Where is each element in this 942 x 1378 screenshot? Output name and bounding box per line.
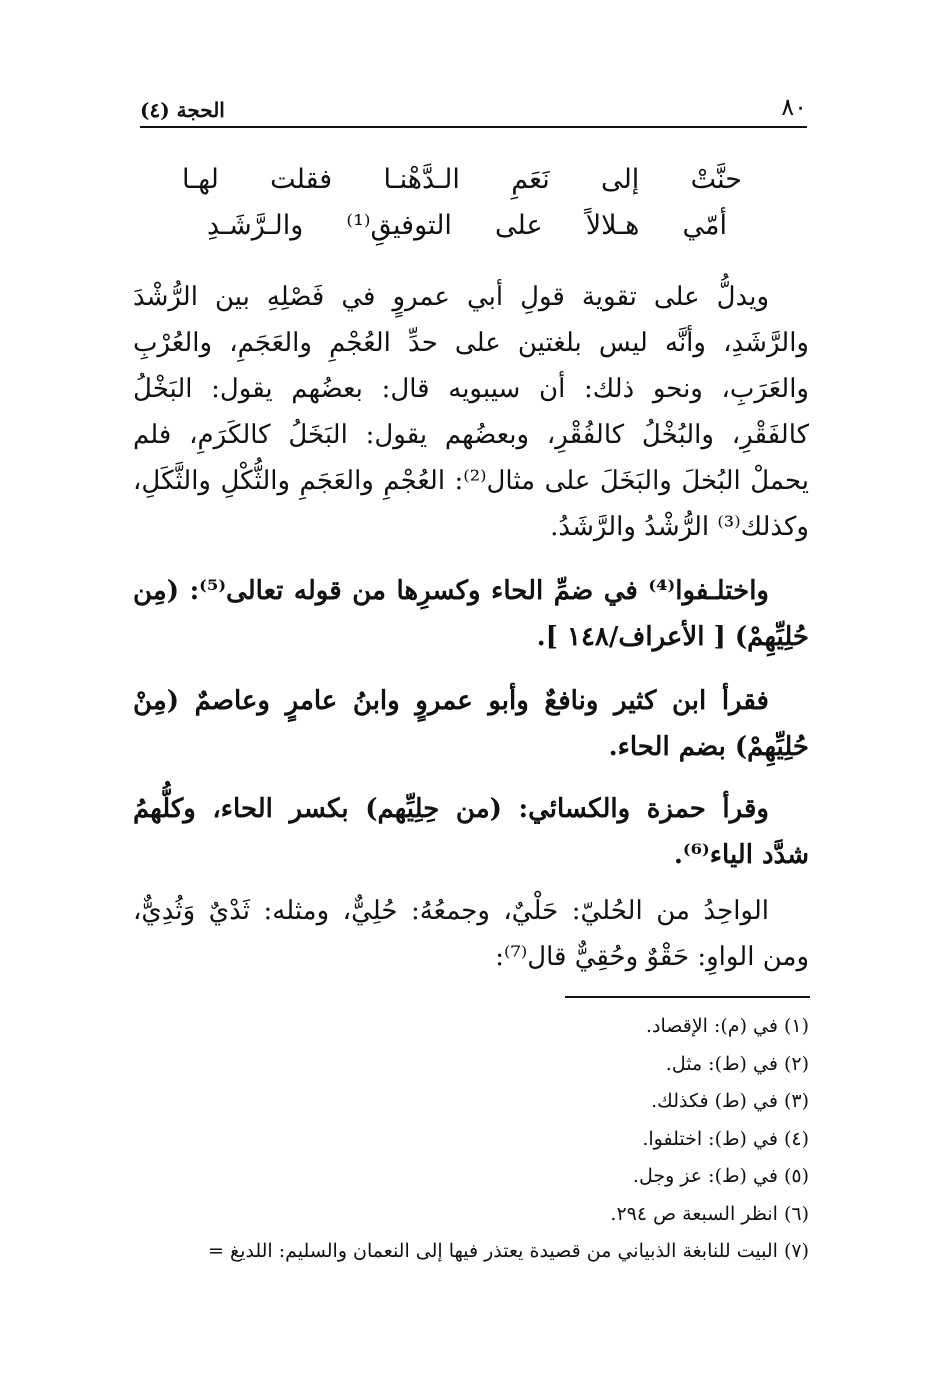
footnote-number: (٧) xyxy=(783,1240,809,1262)
footnote-divider xyxy=(565,996,810,998)
footnote-number: (٦) xyxy=(783,1202,809,1225)
paragraph-2: واختلـفوا⁽⁴⁾ في ضمِّ الحاء وكسرِها من قوله تعالى⁽⁵⁾: (مِن حُلِيِّهِمْ) [ الأعراف/١٤٨ ]. xyxy=(133,576,809,652)
footnote-text: في (ط): مثل. xyxy=(665,1052,778,1075)
page-number: ٨٠ xyxy=(781,93,807,121)
footnote-number: (٤) xyxy=(783,1127,809,1150)
page-header xyxy=(140,92,807,128)
footnote-text: في (م): الإقصاد. xyxy=(645,1015,778,1037)
footnote-4 xyxy=(100,1121,809,1159)
footnote-number: (٥) xyxy=(783,1165,809,1187)
footnote-text: في (ط) فكذلك. xyxy=(651,1090,778,1112)
paragraph-5: الواحِدُ من الحُليّ: حَلْيٌ، وجمعُهُ: حُلِيٌّ، ومثله: ثَدْيٌ وَثُدِيٌّ، ومن الواوِ: حَقْوٌ وحُقِيٌّ قال⁽⁷⁾: xyxy=(133,896,809,972)
footnote-2 xyxy=(100,1046,809,1084)
footnote-number: (٢) xyxy=(783,1052,809,1075)
footnote-5 xyxy=(100,1158,809,1196)
footnote-text: في (ط): عز وجل. xyxy=(632,1165,778,1187)
footnotes xyxy=(100,1008,809,1271)
running-title: الحجة (٤) xyxy=(140,98,225,122)
footnote-6 xyxy=(100,1196,809,1234)
paragraph-3: فقرأ ابن كثير ونافعٌ وأبو عمروٍ وابنُ عامرٍ وعاصمٌ (مِنْ حُلِيِّهِمْ) بضم الحاء. xyxy=(133,686,809,762)
paragraph-1: ويدلُّ على تقوية قولِ أبي عمروٍ في فَصْلِهِ بين الرُّشْدَ والرَّشَدِ، وأنَّه ليس بلغتين على حدِّ العُجْمِ والعَجَمِ، والعُرْبِ والعَرَبِ، ونحو ذلك: أن سيبويه قال: بعضُهم يقول: البَخْلُ كالفَقْرِ، والبُخْلُ كالفُقْرِ، وبعضُهم يقول: البَخَلُ كالكَرَمِ، فلم يحملْ البُخلَ والبَخَلَ على مثال⁽²⁾: العُجْمِ والعَجَمِ والثُّكْلِ والثَّكَلِ، وكذلك⁽³⁾ الرُّشْدُ والرَّشَدُ. xyxy=(133,282,809,542)
footnote-text: البيت للنابغة الذبياني من قصيدة يعتذر فيها إلى النعمان والسليم: اللديغ = xyxy=(208,1240,778,1262)
footnote-number: (١) xyxy=(783,1015,809,1037)
footnote-1 xyxy=(100,1008,809,1046)
footnote-7 xyxy=(100,1233,809,1271)
poem-verse-line-1: حنَّتْ إلى نَعَمِ الـدَّهْنـا فقلت لهـا xyxy=(182,164,742,195)
footnote-text: انظر السبعة ص ٢٩٤. xyxy=(610,1202,778,1225)
footnote-number: (٣) xyxy=(783,1090,809,1112)
footnote-3 xyxy=(100,1083,809,1121)
paragraph-4: وقرأ حمزة والكسائي: (من حِلِيِّهم) بكسر الحاء، وكلُّهمُ شدَّد الياء⁽⁶⁾. xyxy=(133,794,809,870)
poem-verse-line-2: أمّي هـلالاً على التوفيقِ⁽¹⁾ والـرَّشَـدِ xyxy=(207,210,728,241)
footnote-text: في (ط): اختلفوا. xyxy=(642,1127,778,1150)
